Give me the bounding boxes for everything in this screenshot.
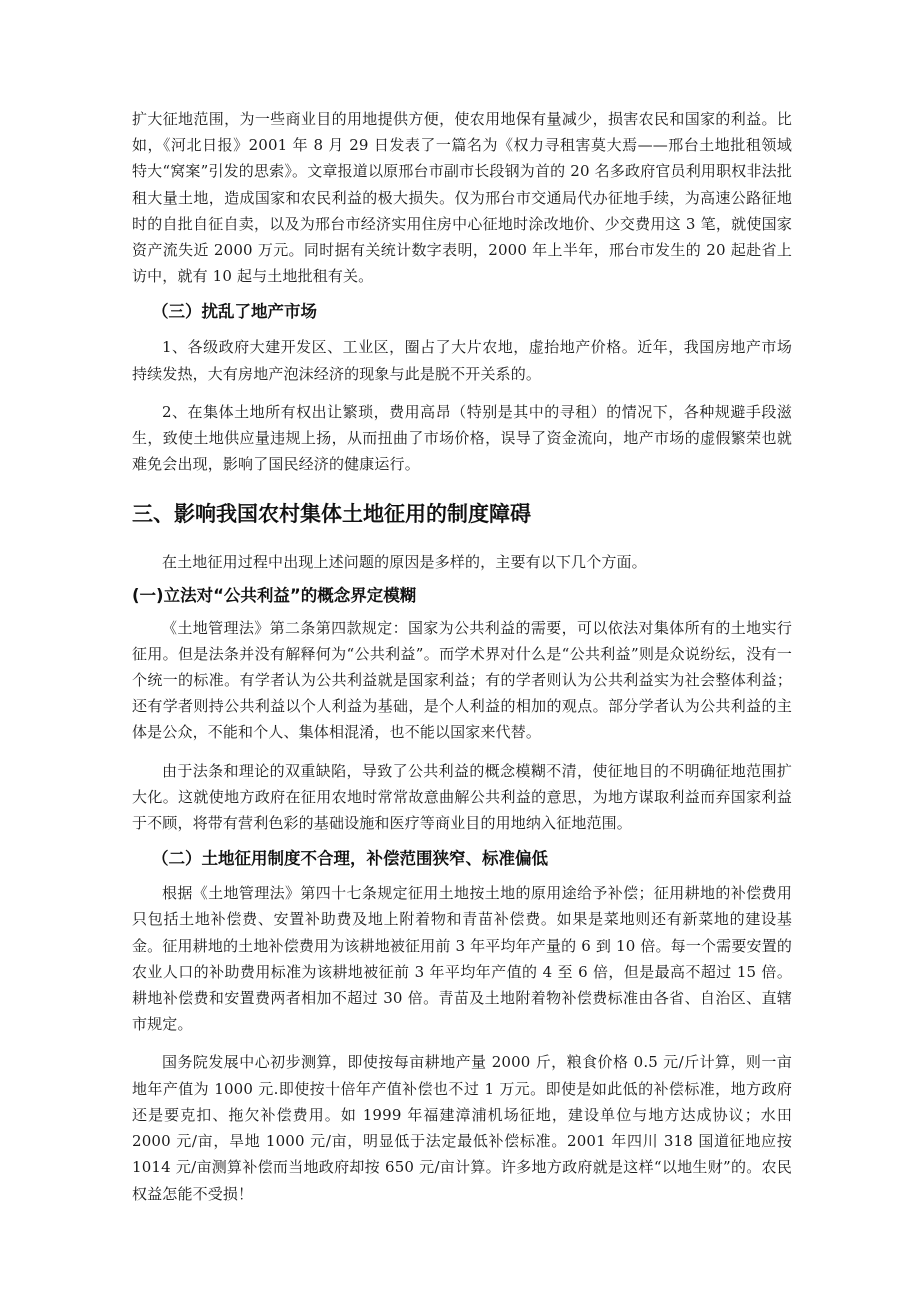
paragraph-land-abuse-case: 扩大征地范围，为一些商业目的用地提供方便，使农用地保有量减少，损害农民和国家的利益。比如，《河北日报》2001 年 8 月 29 日发表了一篇名为《权力寻租害莫大焉——邢台土地批租领域特大“窝案”引发的思索》。文章报道以原邢台市副市长段钢为首的 20 名多政府官员利用职权非法批租大量土地，造成国家和农民利益的极大损失。仅为邢台市交通局代办征地手续，为高速公路征地时的自批自征自卖，以及为邢台市经济实用住房中心征地时涂改地价、少交费用这 3 笔，就使国家资产流失近 2000 万元。同时据有关统计数字表明，2000 年上半年，邢台市发生的 20 起赴省上访中，就有 10 起与土地批租有关。 [132, 110, 792, 286]
paragraph-land-law-article: 《土地管理法》第二条第四款规定：国家为公共利益的需要，可以依法对集体所有的土地实行征用。但是法条并没有解释何为“公共利益”。而学术界对什么是“公共利益”则是众说纷纭，没有一个统一的标准。有学者认为公共利益就是国家利益；有的学者则认为公共利益实为社会整体利益；还有学者则持公共利益以个人利益为基础，是个人利益的相加的观点。部分学者认为公共利益的主体是公众，不能和个人、集体相混淆，也不能以国家来代替。 [132, 618, 792, 742]
paragraph-intro-causes: 在土地征用过程中出现上述问题的原因是多样的，主要有以下几个方面。 [162, 553, 647, 572]
paragraph-point-2: 2、在集体土地所有权出让繁琐，费用高昂（特别是其中的寻租）的情况下，各种规避手段滋生，致使土地供应量违规上扬，从而扭曲了市场价格，误导了资金流向，地产市场的虚假繁荣也就难免会出现，影响了国民经济的健康运行。 [132, 402, 792, 474]
subheading-disrupted-market: （三）扰乱了地产市场 [152, 302, 317, 322]
paragraph-dual-defects: 由于法条和理论的双重缺陷，导致了公共利益的概念模糊不清，使征地目的不明确征地范围扩大化。这就使地方政府在征用农地时常常故意曲解公共利益的意思，为地方谋取利益而弃国家利益于不顾，将带有营利色彩的基础设施和医疗等商业目的用地纳入征地范围。 [132, 761, 792, 833]
paragraph-compensation-rules: 根据《土地管理法》第四十七条规定征用土地按土地的原用途给予补偿；征用耕地的补偿费用只包括土地补偿费、安置补助费及地上附着物和青苗补偿费。如果是菜地则还有新菜地的建设基金。征用耕地的土地补偿费用为该耕地被征用前 3 年平均年产量的 6 到 10 倍。每一个需要安置的农业人口的补助费用标准为该耕地被征前 3 年平均年产值的 4 至 6 倍，但是最高不超过 15 倍。耕地补偿费和安置费两者相加不超过 30 倍。青苗及土地附着物补偿费标准由各省、自治区、直辖市规定。 [132, 884, 792, 1034]
paragraph-point-1: 1、各级政府大建开发区、工业区，圈占了大片农地，虚抬地产价格。近年，我国房地产市场持续发热，大有房地产泡沫经济的现象与此是脱不开关系的。 [132, 338, 792, 383]
subheading-compensation: （二）土地征用制度不合理，补偿范围狭窄、标准偏低 [152, 849, 548, 869]
subheading-public-interest: (一)立法对“公共利益”的概念界定模糊 [132, 585, 417, 605]
document-page [132, 106, 792, 1207]
paragraph-state-council-estimate: 国务院发展中心初步测算，即使按每亩耕地产量 2000 斤，粮食价格 0.5 元/斤计算，则一亩地年产值为 1000 元.即使按十倍年产值补偿也不过 1 万元。即使是如此低的补偿标准，地方政府还是要克扣、拖欠补偿费用。如 1999 年福建漳浦机场征地，建设单位与地方达成协议；水田 2000 元/亩，旱地 1000 元/亩，明显低于法定最低补偿标准。2001 年四川 318 国道征地应按 1014 元/亩测算补偿而当地政府却按 650 元/亩计算。许多地方政府就是这样“以地生财”的。农民权益怎能不受损！ [132, 1053, 792, 1203]
section-heading-institutional-barriers: 三、影响我国农村集体土地征用的制度障碍 [132, 502, 531, 527]
